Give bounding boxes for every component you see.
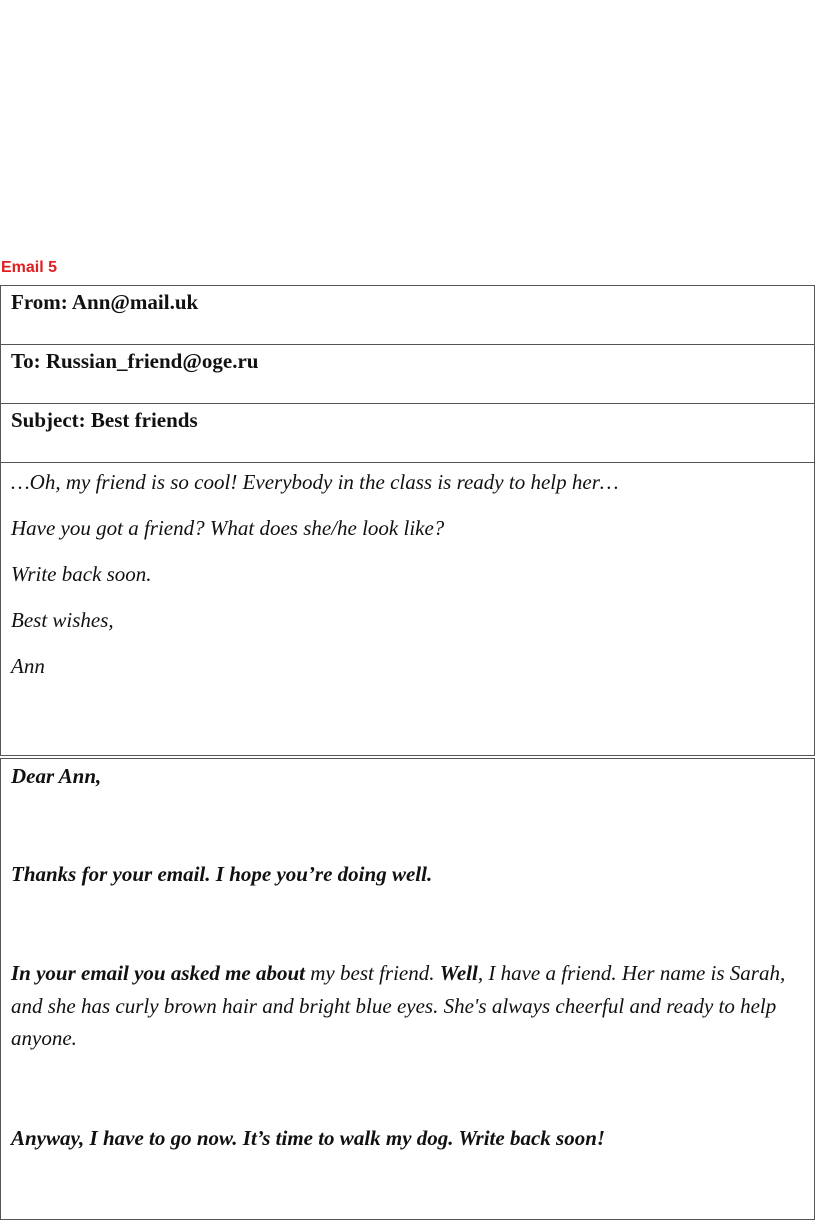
subject-cell: Subject: Best friends [1, 404, 815, 463]
reply-box [0, 758, 815, 1220]
reply-greeting: Dear Ann, [11, 764, 102, 788]
message-row [1, 463, 815, 756]
message-signature: Ann [11, 654, 45, 678]
message-line: Best wishes, [11, 608, 114, 632]
reply-thanks: Thanks for your email. I hope you’re doing well. [11, 862, 433, 886]
reply-para-well: Well [439, 961, 478, 985]
subject-row [1, 404, 815, 463]
from-cell: From: Ann@mail.uk [1, 286, 815, 345]
reply-para-lead: In your email you asked me about [11, 961, 306, 985]
message-line: Write back soon. [11, 562, 152, 586]
to-cell: To: Russian_friend@oge.ru [1, 345, 815, 404]
message-body [1, 463, 815, 756]
reply-para-rest: , I have a friend. Her name is Sarah, and she has curly brown hair and bright blue eyes. She's always cheerful and ready to help anyone. [11, 961, 786, 1050]
email-label: Email 5 [1, 259, 58, 276]
reply-paragraph [11, 957, 806, 1055]
from-row [1, 286, 815, 345]
reply-para-mid: my best friend. [305, 961, 440, 985]
to-row [1, 345, 815, 404]
message-line: …Oh, my friend is so cool! Everybody in the class is ready to help her… [11, 470, 619, 494]
reply-closing: Anyway, I have to go now. It’s time to walk my dog. Write back soon! [11, 1126, 606, 1150]
message-line: Have you got a friend? What does she/he look like? [11, 516, 445, 540]
email-table [0, 285, 815, 756]
